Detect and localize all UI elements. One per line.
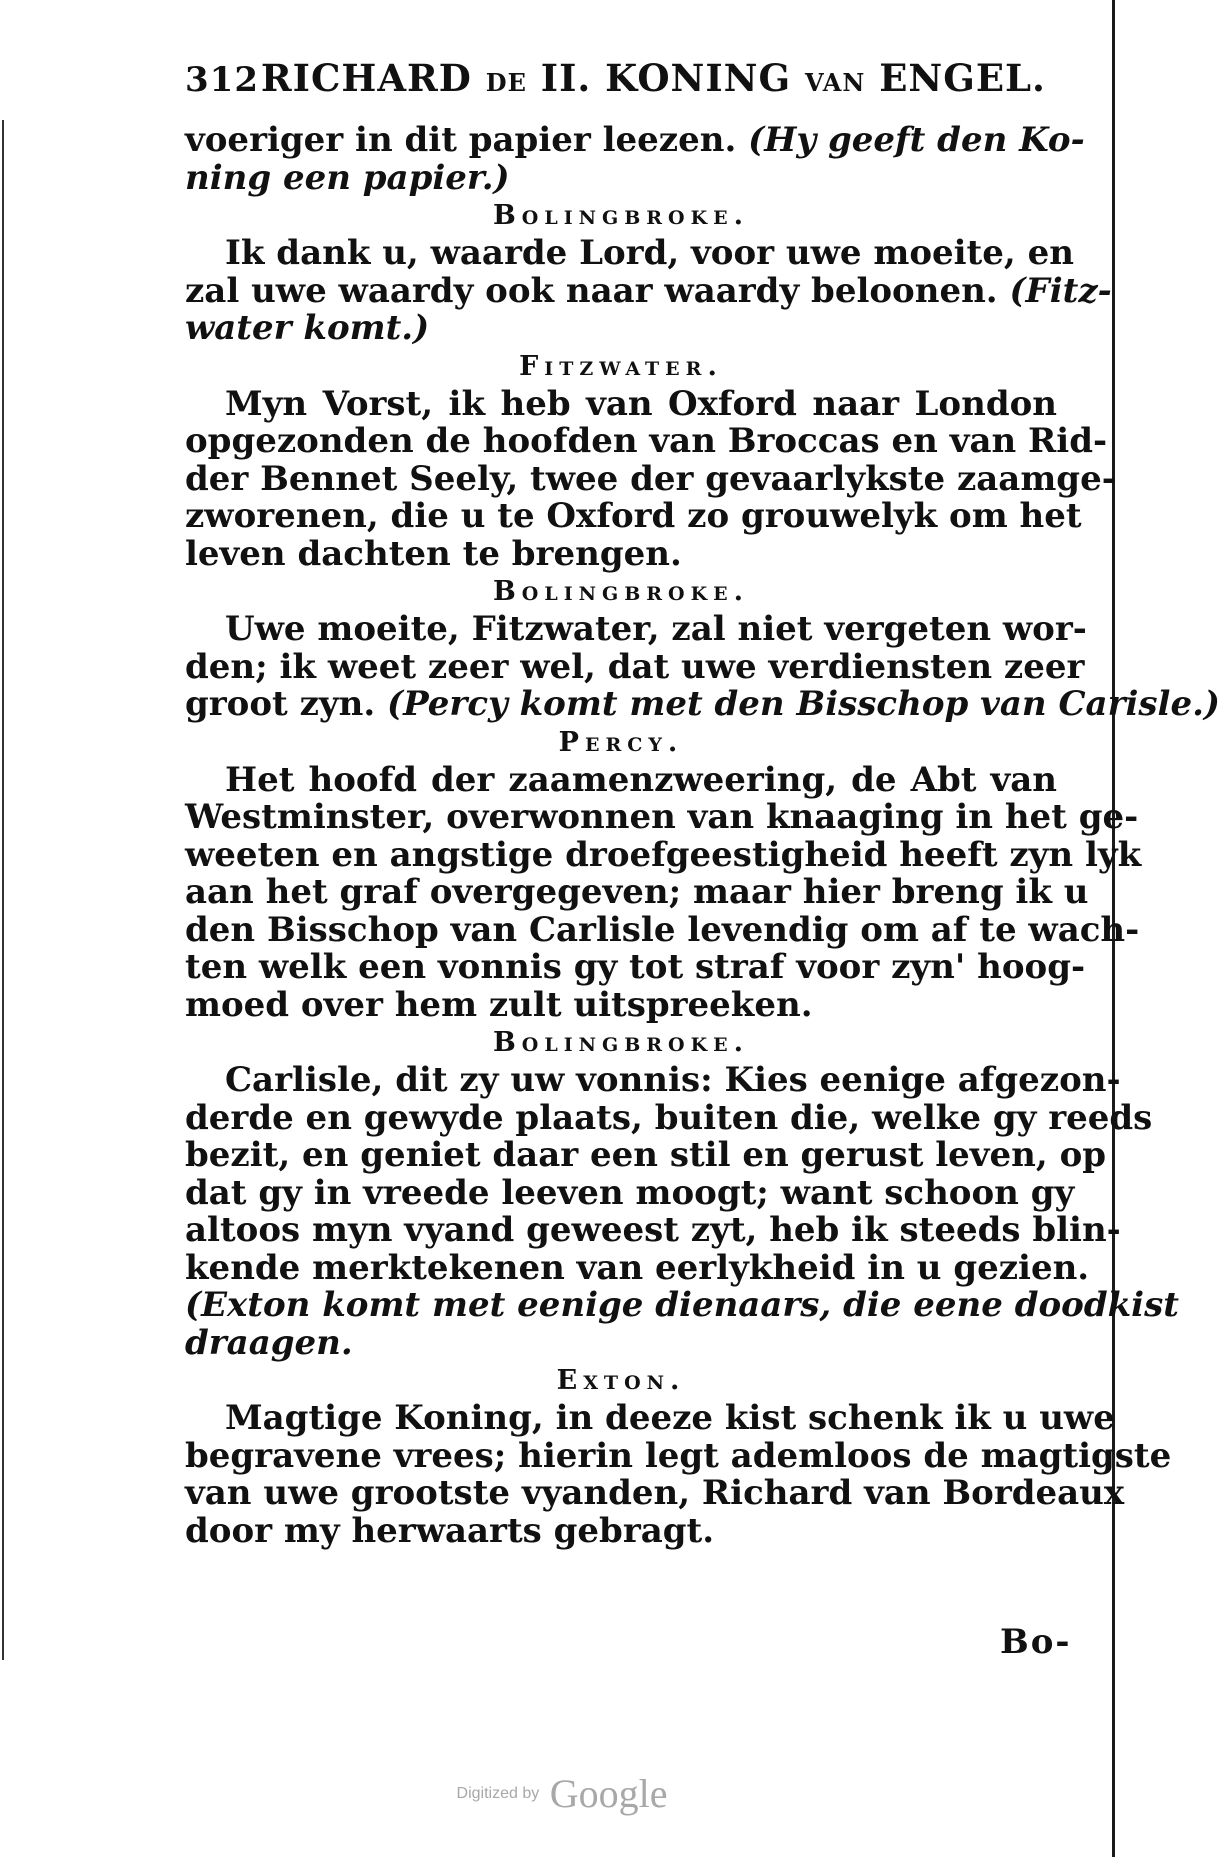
- text-line: [185, 1322, 1057, 1363]
- line-text: van uwe grootste vyanden, Richard van Bordeaux: [185, 1473, 1125, 1513]
- line-text: opgezonden de hoofden van Broccas en van Rid-: [185, 421, 1108, 461]
- line-text: Ik dank u, waarde Lord, voor uwe moeite, en: [225, 233, 1074, 273]
- line-text: derde en gewyde plaats, buiten die, welke gy reeds: [185, 1097, 1153, 1138]
- text-line: [185, 1097, 1153, 1138]
- text-line: [185, 759, 1057, 800]
- stage-direction: (Hy geeft den Ko-: [748, 120, 1085, 160]
- line-text: bezit, en geniet daar een stil en gerust leven, op: [185, 1135, 1107, 1175]
- line-text: aan het graf overgegeven; maar hier breng ik u: [185, 872, 1089, 912]
- text-line: [185, 383, 1057, 424]
- text-line: [185, 1435, 1172, 1476]
- google-logo: Google: [549, 1771, 668, 1816]
- line-text: Westminster, overwonnen van knaaging in het ge-: [185, 797, 1139, 837]
- page-edge-left: [2, 120, 4, 1660]
- line-text: den Bisschop van Carlisle levendig om af te wach-: [185, 909, 1140, 950]
- speaker-name: Fitzwater.: [519, 350, 723, 382]
- stage-direction: (Exton komt met eenige dienaars, die eene doodkist: [185, 1285, 1179, 1325]
- text-line: [185, 496, 1082, 536]
- speech-paragraph: [185, 383, 1116, 574]
- speech-paragraph: [185, 233, 1112, 348]
- line-text: weeten en angstige droefgeestigheid heeft zyn lyk: [185, 834, 1142, 875]
- google-watermark: [0, 1770, 1124, 1817]
- speaker-name: Bolingbroke.: [492, 576, 749, 607]
- running-title: RICHARD DE II. KONING VAN ENGEL.: [260, 56, 1046, 100]
- page-number: 312: [185, 60, 259, 100]
- text-line: [185, 1473, 1125, 1513]
- text-line: [185, 797, 1139, 837]
- text-line: [185, 1210, 1121, 1250]
- book-page: [185, 56, 1220, 1551]
- text-line: [185, 947, 1086, 987]
- text-line: [185, 834, 1142, 875]
- text-line: [185, 1510, 1057, 1551]
- speaker-name: Exton.: [556, 1365, 686, 1396]
- line-text: Myn Vorst, ik heb van Oxford naar London: [225, 383, 1057, 424]
- watermark-prefix: Digitized by: [456, 1784, 540, 1802]
- text-line: [185, 609, 1087, 649]
- text-line: [185, 157, 1057, 198]
- line-text: Magtige Koning, in deeze kist schenk ik u uwe: [225, 1398, 1115, 1438]
- catchword: Bo-: [1000, 1622, 1072, 1662]
- line-text: Carlisle, dit zy uw vonnis: Kies eenige afgezon-: [225, 1060, 1121, 1100]
- text-line: [185, 458, 1116, 499]
- text-line: [185, 120, 1085, 160]
- running-header: [185, 56, 1057, 122]
- speaker-name: Bolingbroke.: [492, 200, 749, 231]
- text-line: [185, 533, 1057, 574]
- line-text: groot zyn.: [185, 684, 388, 724]
- text-line: [185, 1285, 1179, 1325]
- line-text: kende merktekenen van eerlykheid in u gezien.: [185, 1247, 1090, 1288]
- line-text: den; ik weet zeer wel, dat uwe verdiensten zeer: [185, 646, 1085, 687]
- text-line: [185, 233, 1074, 273]
- stage-direction: water komt.): [185, 308, 430, 348]
- text-line: [185, 909, 1140, 950]
- line-text: Uwe moeite, Fitzwater, zal niet vergeten wor-: [225, 609, 1087, 649]
- text-line: [185, 646, 1085, 687]
- line-text: ten welk een vonnis gy tot straf voor zyn' hoog-: [185, 947, 1086, 987]
- speaker-name: Bolingbroke.: [492, 1027, 749, 1058]
- line-text: zal uwe waardy ook naar waardy beloonen.: [185, 270, 1010, 311]
- line-text: zworenen, die u te Oxford zo grouwelyk om het: [185, 496, 1082, 536]
- text-line: [185, 684, 1220, 724]
- speech-paragraph: [185, 120, 1085, 198]
- text-line: [185, 872, 1089, 912]
- line-text: Het hoofd der zaamenzweering, de Abt van: [225, 759, 1057, 800]
- text-line: [185, 310, 1057, 348]
- text-line: [185, 1172, 1075, 1213]
- line-text: leven dachten te brengen.: [185, 533, 682, 574]
- line-text: der Bennet Seely, twee der gevaarlykste zaamge-: [185, 458, 1116, 499]
- line-text: dat gy in vreede leeven moogt; want schoon gy: [185, 1172, 1075, 1213]
- text-line: [185, 1135, 1107, 1175]
- text-line: [185, 270, 1112, 311]
- text-line: [185, 1398, 1115, 1438]
- speaker-name: Percy.: [558, 726, 684, 758]
- line-text: altoos myn vyand geweest zyt, heb ik steeds blin-: [185, 1210, 1121, 1250]
- line-text: moed over hem zult uitspreeken.: [185, 984, 813, 1025]
- stage-direction: (Percy komt met den Bisschop van Carisle.): [387, 684, 1220, 724]
- speech-paragraph: [185, 1060, 1179, 1363]
- play-text: [185, 120, 1220, 1551]
- stage-direction: draagen.: [185, 1322, 353, 1363]
- line-text: door my herwaarts gebragt.: [185, 1510, 715, 1551]
- line-text: begravene vrees; hierin legt ademloos de magtigste: [185, 1435, 1172, 1476]
- speech-paragraph: [185, 1398, 1172, 1551]
- stage-direction: (Fitz-: [1009, 270, 1112, 311]
- speech-paragraph: [185, 759, 1142, 1025]
- text-line: [185, 1060, 1121, 1100]
- text-line: [185, 421, 1108, 461]
- speech-paragraph: [185, 609, 1220, 724]
- text-line: [185, 984, 1057, 1025]
- text-line: [185, 1247, 1090, 1288]
- stage-direction: ning een papier.): [185, 157, 510, 198]
- line-text: voeriger in dit papier leezen.: [185, 120, 749, 160]
